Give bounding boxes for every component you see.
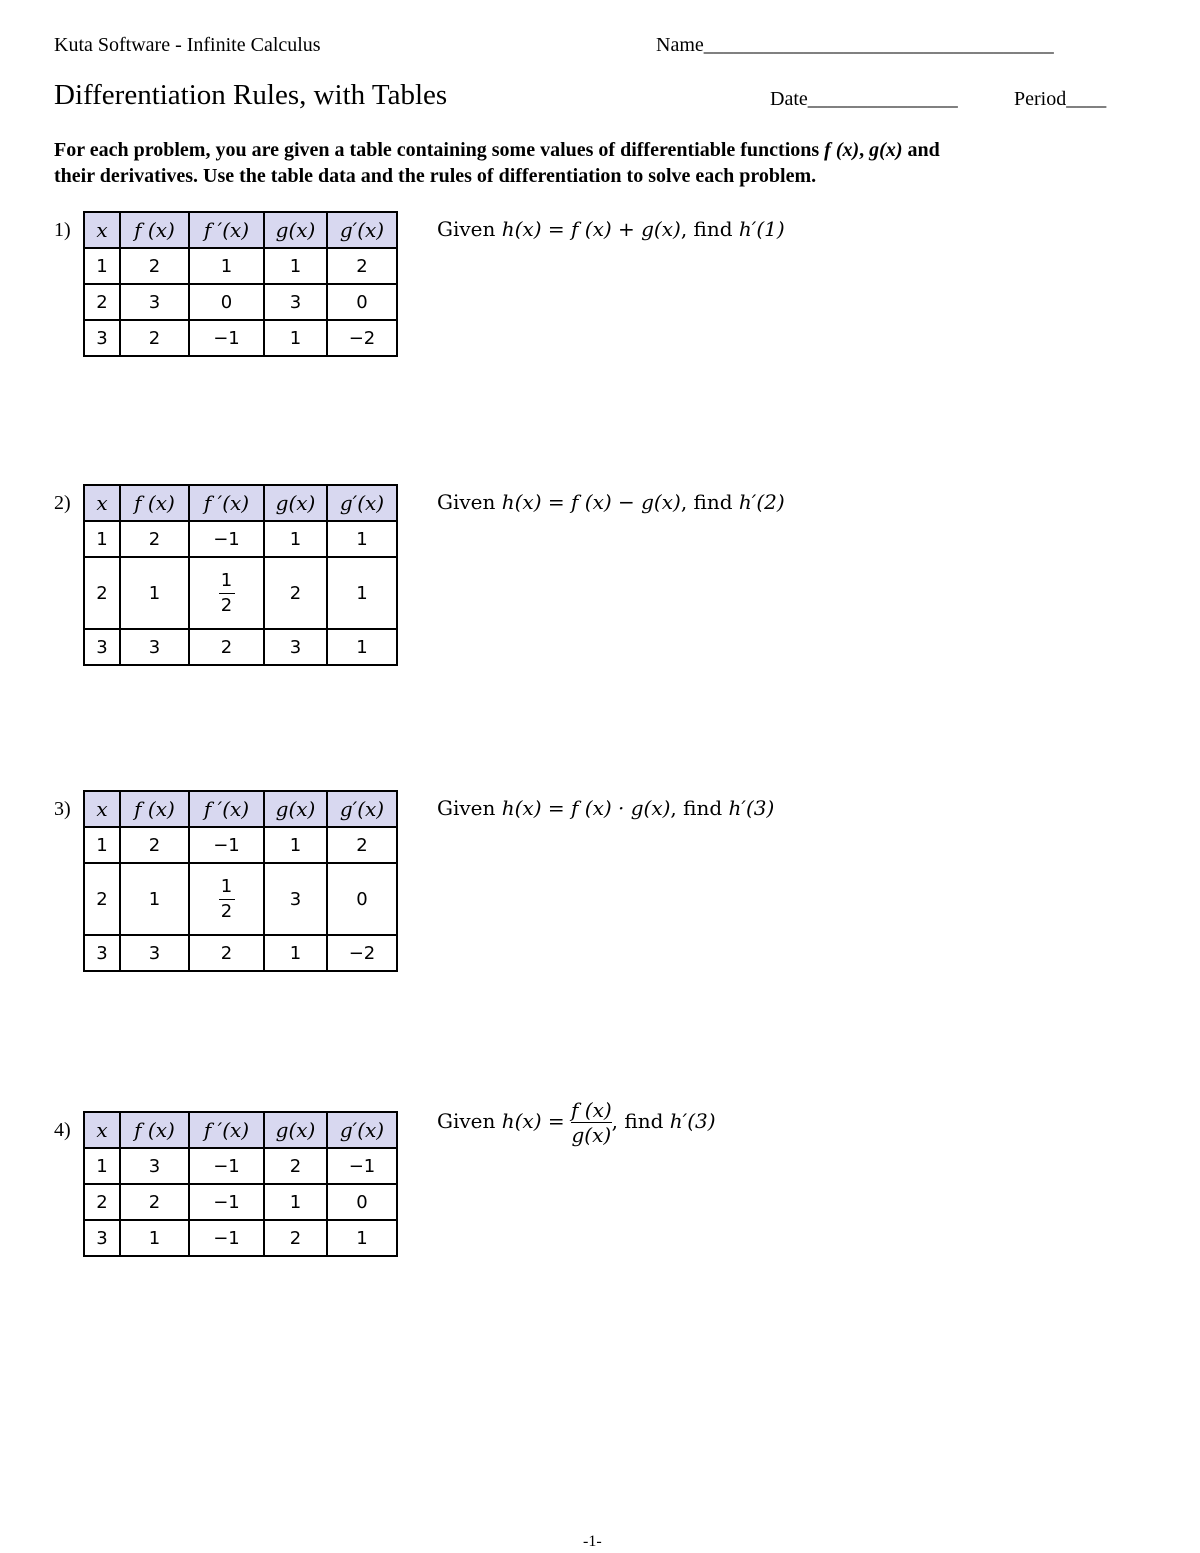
question-target: h′(1) <box>738 217 785 241</box>
table-cell-x: 2 <box>84 284 120 320</box>
table-cell-x: 3 <box>84 935 120 971</box>
values-table <box>83 211 398 357</box>
table-cell-gprime: 1 <box>327 521 397 557</box>
table-cell-g: 2 <box>264 1220 327 1256</box>
table-row <box>84 629 397 665</box>
question-lhs: h(x) <box>501 217 542 241</box>
table-cell-f: 3 <box>120 1148 189 1184</box>
table-cell-fprime: 0 <box>189 284 264 320</box>
date-field[interactable]: Date_______________ <box>770 88 958 110</box>
table-header-row <box>84 791 397 827</box>
question <box>437 1099 716 1146</box>
table-header-gprime: g′(x) <box>327 1112 397 1148</box>
instructions-line-2: their derivatives. Use the table data and the rules of differentiation to solve each problem. <box>54 165 817 187</box>
table-cell-fprime: 2 <box>189 935 264 971</box>
table-cell-x: 2 <box>84 1184 120 1220</box>
table-cell-g: 1 <box>264 521 327 557</box>
question-numerator: f (x) <box>571 1098 612 1122</box>
table-cell-g: 3 <box>264 284 327 320</box>
question-given: Given <box>437 490 502 514</box>
page-title: Differentiation Rules, with Tables <box>54 79 448 111</box>
table-cell-gprime: 0 <box>327 284 397 320</box>
instructions <box>54 137 1164 189</box>
table-cell-fprime: −1 <box>189 320 264 356</box>
table-cell-f: 2 <box>120 320 189 356</box>
table-header-row <box>84 1112 397 1148</box>
table-cell-fprime <box>189 557 264 629</box>
table-cell-fprime: −1 <box>189 521 264 557</box>
instructions-text-1: For each problem, you are given a table containing some values of differentiable functions <box>54 139 825 161</box>
table-cell-f: 1 <box>120 1220 189 1256</box>
table-header-g: g(x) <box>264 791 327 827</box>
table-cell-f: 3 <box>120 284 189 320</box>
table-cell-gprime: 1 <box>327 1220 397 1256</box>
problem-number: 1) <box>54 219 71 241</box>
table-cell-gprime: 2 <box>327 248 397 284</box>
question-find: , find <box>611 1109 670 1133</box>
fraction-denominator: 2 <box>220 595 233 616</box>
table-cell-fprime: −1 <box>189 827 264 863</box>
table-header-fprime: f ′(x) <box>189 791 264 827</box>
table-cell-f: 3 <box>120 935 189 971</box>
question-rhs: f (x) + g(x) <box>571 217 681 241</box>
table-row <box>84 284 397 320</box>
question-lhs: h(x) <box>501 490 542 514</box>
table-header-gprime: g′(x) <box>327 212 397 248</box>
instructions-sep: , <box>859 139 870 161</box>
table-cell-x: 3 <box>84 320 120 356</box>
table-header-gprime: g′(x) <box>327 791 397 827</box>
table-cell-x: 1 <box>84 827 120 863</box>
table-cell-g: 1 <box>264 935 327 971</box>
table-header-f: f (x) <box>120 1112 189 1148</box>
table-cell-x: 3 <box>84 629 120 665</box>
fraction-numerator: 1 <box>220 876 233 897</box>
table-header-g: g(x) <box>264 212 327 248</box>
table-cell-fprime: −1 <box>189 1220 264 1256</box>
instructions-f: f (x) <box>824 139 860 161</box>
table-cell-x: 2 <box>84 863 120 935</box>
table-header-f: f (x) <box>120 212 189 248</box>
table-header-x: x <box>84 791 120 827</box>
problem-number: 4) <box>54 1119 71 1141</box>
table-cell-g: 1 <box>264 248 327 284</box>
table-cell-gprime: −2 <box>327 320 397 356</box>
instructions-g: g(x) <box>869 139 903 161</box>
table-header-f: f (x) <box>120 485 189 521</box>
table-cell-f: 1 <box>120 863 189 935</box>
table-cell-gprime: −2 <box>327 935 397 971</box>
table-cell-gprime: 1 <box>327 629 397 665</box>
table-header-gprime: g′(x) <box>327 485 397 521</box>
table-cell-g: 2 <box>264 1148 327 1184</box>
table-cell-x: 1 <box>84 248 120 284</box>
question-target: h′(3) <box>669 1109 716 1133</box>
table-cell-gprime: 0 <box>327 863 397 935</box>
table-cell-g: 1 <box>264 320 327 356</box>
table-header-g: g(x) <box>264 1112 327 1148</box>
question <box>437 490 785 514</box>
page-number: -1- <box>583 1533 602 1550</box>
question-target: h′(2) <box>738 490 785 514</box>
question-equals: = <box>541 796 571 820</box>
name-field[interactable]: Name___________________________________ <box>656 34 1054 56</box>
question-denominator: g(x) <box>571 1123 612 1147</box>
software-label: Kuta Software - Infinite Calculus <box>54 34 321 56</box>
table-cell-x: 1 <box>84 1148 120 1184</box>
values-table <box>83 790 398 972</box>
values-table <box>83 484 398 666</box>
table-cell-f: 2 <box>120 521 189 557</box>
table-header-x: x <box>84 1112 120 1148</box>
fraction-denominator: 2 <box>220 901 233 922</box>
instructions-text-2: and <box>902 139 940 161</box>
table-cell-g: 1 <box>264 1184 327 1220</box>
fraction-numerator: 1 <box>220 570 233 591</box>
table-cell-fprime: 1 <box>189 248 264 284</box>
question-rhs: f (x) − g(x) <box>571 490 681 514</box>
table-cell-gprime: 2 <box>327 827 397 863</box>
table-cell-fprime: −1 <box>189 1184 264 1220</box>
question-lhs: h(x) <box>501 796 542 820</box>
table-header-x: x <box>84 485 120 521</box>
table-cell-x: 2 <box>84 557 120 629</box>
table-row <box>84 863 397 935</box>
question-given: Given <box>437 1109 502 1133</box>
table-cell-g: 2 <box>264 557 327 629</box>
fraction <box>219 571 235 616</box>
table-row <box>84 1220 397 1256</box>
table-header-row <box>84 485 397 521</box>
question-fraction <box>571 1099 612 1146</box>
table-row <box>84 248 397 284</box>
fraction <box>219 877 235 922</box>
table-header-row <box>84 212 397 248</box>
table-header-x: x <box>84 212 120 248</box>
question-equals: = <box>541 217 571 241</box>
question-equals: = <box>541 1109 571 1133</box>
table-header-g: g(x) <box>264 485 327 521</box>
period-field[interactable]: Period____ <box>1014 88 1107 110</box>
table-cell-f: 3 <box>120 629 189 665</box>
table-cell-fprime: 2 <box>189 629 264 665</box>
table-cell-x: 3 <box>84 1220 120 1256</box>
question <box>437 217 785 241</box>
table-cell-fprime <box>189 863 264 935</box>
question-given: Given <box>437 796 502 820</box>
table-header-fprime: f ′(x) <box>189 485 264 521</box>
table-header-fprime: f ′(x) <box>189 1112 264 1148</box>
table-header-fprime: f ′(x) <box>189 212 264 248</box>
table-cell-fprime: −1 <box>189 1148 264 1184</box>
question-equals: = <box>541 490 571 514</box>
problem-number: 3) <box>54 798 71 820</box>
table-cell-g: 3 <box>264 629 327 665</box>
table-cell-gprime: 0 <box>327 1184 397 1220</box>
table-row <box>84 935 397 971</box>
table-cell-f: 2 <box>120 827 189 863</box>
question-lhs: h(x) <box>501 1109 542 1133</box>
table-cell-gprime: 1 <box>327 557 397 629</box>
table-cell-gprime: −1 <box>327 1148 397 1184</box>
table-row <box>84 557 397 629</box>
question <box>437 796 774 820</box>
table-cell-g: 3 <box>264 863 327 935</box>
table-cell-f: 1 <box>120 557 189 629</box>
table-row <box>84 827 397 863</box>
problem-number: 2) <box>54 492 71 514</box>
table-cell-f: 2 <box>120 248 189 284</box>
table-row <box>84 1148 397 1184</box>
table-row <box>84 320 397 356</box>
question-find: , find <box>680 490 739 514</box>
table-header-f: f (x) <box>120 791 189 827</box>
table-cell-x: 1 <box>84 521 120 557</box>
table-cell-f: 2 <box>120 1184 189 1220</box>
table-row <box>84 521 397 557</box>
values-table <box>83 1111 398 1257</box>
question-find: , find <box>680 217 739 241</box>
fraction-bar <box>219 593 235 594</box>
question-target: h′(3) <box>728 796 775 820</box>
fraction-bar <box>219 899 235 900</box>
table-row <box>84 1184 397 1220</box>
question-find: , find <box>670 796 729 820</box>
question-rhs: f (x) · g(x) <box>571 796 671 820</box>
table-cell-g: 1 <box>264 827 327 863</box>
question-given: Given <box>437 217 502 241</box>
